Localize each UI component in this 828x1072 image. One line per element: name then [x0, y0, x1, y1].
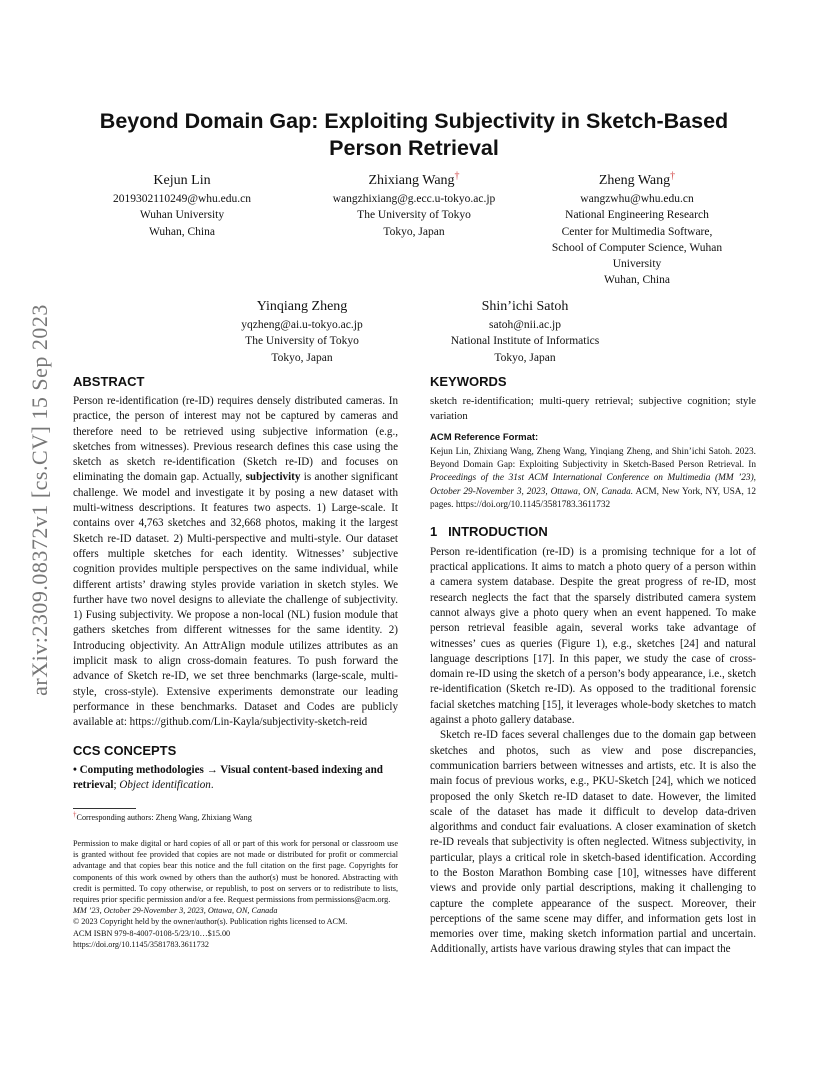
- keywords-body: sketch re-identification; multi-query retrieval; subjective cognition; style variation: [430, 396, 756, 422]
- author-affiliation: School of Computer Science, Wuhan: [551, 241, 723, 254]
- permission-text: Permission to make digital or hard copies of all or part of this work for personal or classroom use is granted without fee provided that copies are not made or distributed for profit or commercial advantage and that copies bear this notice and the full citation on the first page. Copyrights for components of this work owned by others than the author(s) must be honored. Abstracting with credit is permitted. To copy otherwise, or republish, to post on servers or to redistribute to lists, requires prior specific permission and/or a fee. Request permissions from permissions@acm.org.: [73, 839, 398, 905]
- author-affiliation: National Institute of Informatics: [450, 335, 600, 348]
- corresponding-mark: †: [454, 170, 460, 182]
- author-name: Yinqiang Zheng: [256, 299, 348, 314]
- right-column: [430, 374, 756, 958]
- author-name: Zheng Wang: [598, 173, 671, 188]
- title-line-2: Person Retrieval: [329, 136, 499, 160]
- author-email: wangzwhu@whu.edu.cn: [580, 193, 694, 205]
- footnote: [73, 812, 398, 823]
- left-column: [73, 374, 398, 793]
- author-affiliation: The University of Tokyo: [245, 335, 359, 348]
- corresponding-mark: †: [670, 170, 676, 182]
- venue-line: MM ’23, October 29-November 3, 2023, Ottawa, ON, Canada: [73, 906, 278, 916]
- footnote-mark: †: [73, 810, 77, 819]
- author-location: Tokyo, Japan: [383, 225, 445, 238]
- author-name: Zhixiang Wang: [368, 173, 455, 188]
- author-location: Tokyo, Japan: [494, 351, 556, 364]
- title-line-1: Beyond Domain Gap: Exploiting Subjectivity in Sketch-Based: [99, 109, 729, 133]
- introduction-heading: 1 INTRODUCTION: [430, 523, 548, 539]
- author-email: yqzheng@ai.u-tokyo.ac.jp: [241, 319, 363, 331]
- author-affiliation: The University of Tokyo: [357, 209, 471, 222]
- author-location: Wuhan, China: [149, 225, 215, 238]
- author-email: 2019302110249@whu.edu.cn: [113, 193, 251, 205]
- author-affiliation: Center for Multimedia Software,: [561, 225, 713, 238]
- keywords-heading: KEYWORDS: [430, 374, 507, 389]
- author-location: Tokyo, Japan: [271, 351, 333, 364]
- author-email: satoh@nii.ac.jp: [489, 319, 561, 331]
- intro-paragraph-1: Person re-identification (re-ID) is a promising technique for a lot of practical applications. It aims to match a photo query of a person within a camera system database. Despite the great progress of re-ID, most research neglects the fact that the sparsely distributed camera system cannot always give a photo query when an event happened. To make person retrieval feasible again, several works take advantage of witnesses’ cues as queries (Figure 1), e.g., sketches [24] and natural language descriptions [17]. In this paper, we study the case of cross-domain re-ID using the sketch of a person’s body appearance, i.e., sketch re-identification (Sketch re-ID). As opposed to the traditional forensic facial sketches matching [15], it leverages whole-body sketches to match against a photo gallery database.: [430, 545, 756, 727]
- author-name: Kejun Lin: [153, 173, 211, 188]
- paper-title: [70, 108, 758, 162]
- footnote-rule: [73, 808, 136, 809]
- author-affiliation: Wuhan University: [139, 209, 225, 222]
- author-location: Wuhan, China: [604, 274, 670, 287]
- arxiv-identifier: arXiv:2309.08372v1 [cs.CV] 15 Sep 2023: [27, 304, 52, 696]
- abstract-heading: ABSTRACT: [73, 374, 145, 389]
- permission-block: [73, 838, 398, 950]
- ccs-body: • Computing methodologies → Visual content-based indexing and retrieval; Object identification.: [73, 763, 383, 791]
- reference-format-heading: ACM Reference Format:: [430, 432, 539, 443]
- intro-paragraph-2: Sketch re-ID faces several challenges due to the domain gap between sketches and photos, such as view and pose discrepancies, communication barriers between witnesses and artists, etc. It is also the main focus of previous works, e.g., PKU-Sketch [24], which we noticed proposed the only Sketch re-ID dataset to date. However, the limited scale of the dataset has made it difficult to develop data-driven algorithms and conduct fair evaluations. A closer examination of sketch re-ID reveals that subjectivity is often neglected. Witness subjectivity, in particular, plays a critical role in sketch-based identification. According to the Boston Marathon Bombing case [10], witnesses have different views and provide only partial descriptions, making it challenging to capture the complete appearance of the suspect. Moreover, their perceptions of the same scene may differ, and information gets lost in memories over time, making sketch information partial and uncertain. Additionally, artists have various drawing styles that can impact the: [430, 729, 756, 956]
- isbn-line: ACM ISBN 979-8-4007-0108-5/23/10…$15.00: [73, 928, 231, 938]
- reference-format-body: Kejun Lin, Zhixiang Wang, Zheng Wang, Yinqiang Zheng, and Shin’ichi Satoh. 2023. Beyond Domain Gap: Exploiting Subjectivity in Sketch-Based Person Retrieval. In Proceedings of the 31st ACM International Conference on Multimedia (MM ’23), October 29-November 3, 2023, Ottawa, ON, Canada. ACM, New York, NY, USA, 12 pages. https://doi.org/10.1145/3581783.3611732: [430, 447, 756, 510]
- author-block-1: [92, 172, 272, 240]
- author-block-3: [524, 172, 750, 289]
- author-block-5: [420, 298, 630, 366]
- doi-line: https://doi.org/10.1145/3581783.3611732: [73, 939, 209, 949]
- author-block-4: [202, 298, 402, 366]
- abstract-emphasis: subjectivity: [245, 471, 301, 484]
- author-email: wangzhixiang@g.ecc.u-tokyo.ac.jp: [332, 193, 496, 205]
- author-affiliation: University: [612, 258, 662, 271]
- copyright-line: © 2023 Copyright held by the owner/author(s). Publication rights licensed to ACM.: [73, 917, 348, 927]
- author-block-2: [304, 172, 524, 240]
- author-affiliation: National Engineering Research: [565, 209, 709, 222]
- footnote-text: Corresponding authors: Zheng Wang, Zhixiang Wang: [76, 813, 252, 822]
- arxiv-sidebar: [20, 290, 60, 710]
- author-name: Shin’ichi Satoh: [481, 299, 569, 314]
- ccs-heading: CCS CONCEPTS: [73, 742, 177, 758]
- abstract-body: Person re-identification (re-ID) requires densely distributed cameras. In practice, the person of interest may not be captured by cameras and therefore need to be retrieved using subjective information (e.g., sketches from witnesses). Previous research defines this case using the sketch as sketch re-identification (Sketch re-ID) and focuses on eliminating the domain gap. Actually, subjectivity is another significant challenge. We model and investigate it by posing a new dataset with multi-witness descriptions. It features two aspects. 1) Large-scale. It contains over 4,763 sketches and 32,668 photos, making it the largest Sketch re-ID dataset. 2) Multi-perspective and multi-style. Our dataset offers multiple sketches for each identity. Witnesses’ subjective cognition provides multiple perspectives on the same individual, while different artists’ drawing styles provide variation in sketch styles. We further have two novel designs to alleviate the challenge of subjectivity. 1) Fusing subjectivity. We propose a non-local (NL) fusion module that gathers sketches from different witnesses for the same identity. 2) Introducing objectivity. An AttrAlign module utilizes attributes as an implicit mask to align cross-domain features. To push forward the advance of Sketch re-ID, we set three benchmarks (large-scale, multi-style, cross-style). Extensive experiments demonstrate our leading performance in these benchmarks. Dataset and Codes are publicly available at: https://github.com/Lin-Kayla/subjectivity-sketch-reid: [73, 395, 398, 729]
